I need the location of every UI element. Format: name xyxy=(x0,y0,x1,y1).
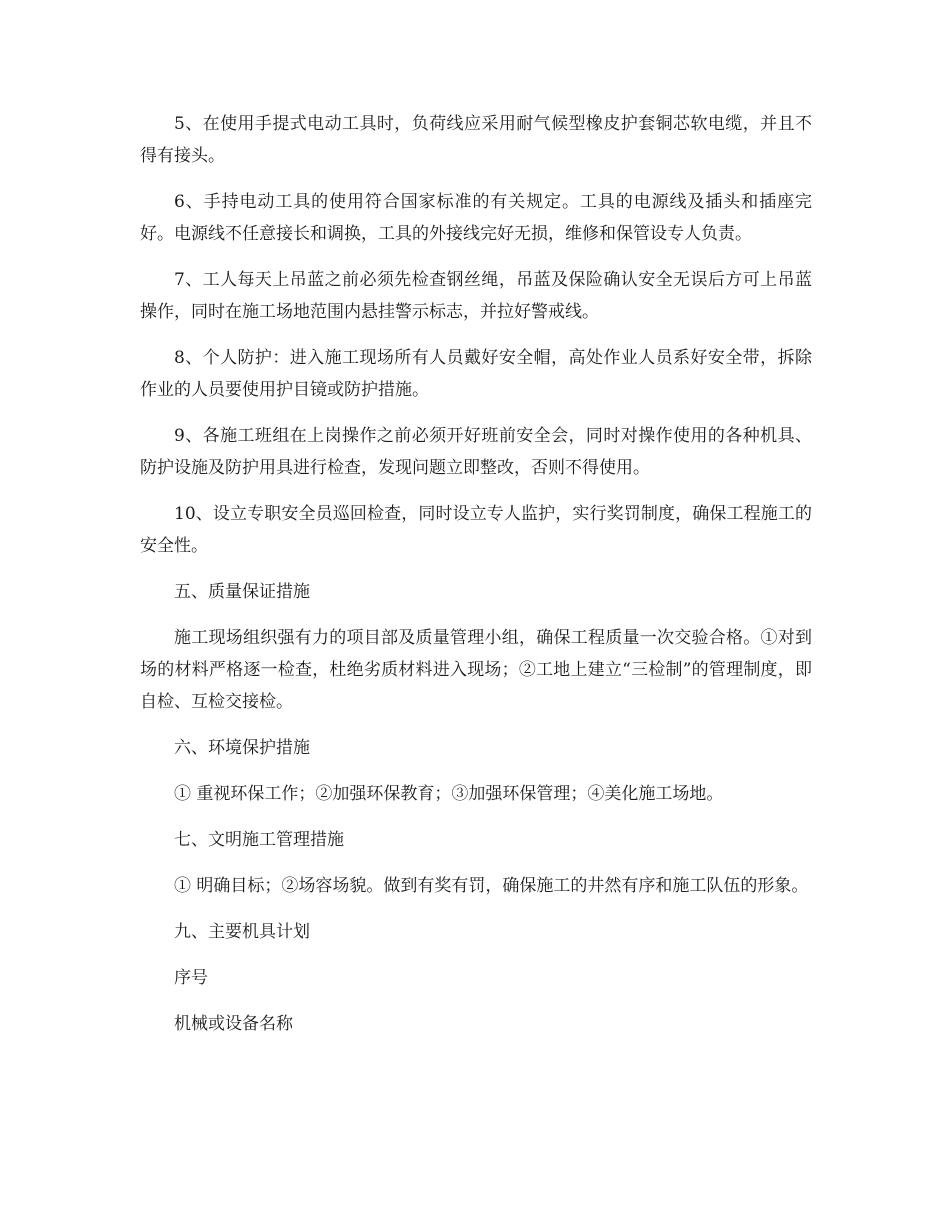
section-body-civilized: ① 明确目标；②场容场貌。做到有奖有罚，确保施工的井然有序和施工队伍的形象。 xyxy=(174,876,809,896)
paragraph-item-6: 6、手持电动工具的使用符合国家标准的有关规定。工具的电源线及插头和插座完好。电源线不任意接长和调换，工具的外接线完好无损，维修和保管设专人负责。 xyxy=(140,192,812,244)
paragraph-item-5: 5、在使用手提式电动工具时，负荷线应采用耐气候型橡皮护套铜芯软电缆，并且不得有接头。 xyxy=(140,114,812,166)
section-heading-civilized: 七、文明施工管理措施 xyxy=(174,830,344,850)
table-header-number: 序号 xyxy=(174,968,208,988)
document-page xyxy=(140,108,812,1054)
paragraph-item-8: 8、个人防护：进入施工现场所有人员戴好安全帽，高处作业人员系好安全带，拆除作业的人员要使用护目镜或防护措施。 xyxy=(140,348,812,400)
table-header-equipment-name: 机械或设备名称 xyxy=(174,1014,293,1034)
paragraph-item-7: 7、工人每天上吊蓝之前必须先检查钢丝绳，吊蓝及保险确认安全无误后方可上吊蓝操作，同时在施工场地范围内悬挂警示标志，并拉好警戒线。 xyxy=(140,270,812,322)
section-heading-quality: 五、质量保证措施 xyxy=(174,582,310,602)
section-body-environment: ① 重视环保工作；②加强环保教育；③加强环保管理；④美化施工场地。 xyxy=(174,784,724,804)
paragraph-item-9: 9、各施工班组在上岗操作之前必须开好班前安全会，同时对操作使用的各种机具、防护设施及防护用具进行检查，发现问题立即整改，否则不得使用。 xyxy=(140,426,812,478)
section-body-quality: 施工现场组织强有力的项目部及质量管理小组，确保工程质量一次交验合格。①对到场的材料严格逐一检查，杜绝劣质材料进入现场；②工地上建立“三检制”的管理制度，即自检、互检交接检。 xyxy=(140,628,812,712)
section-heading-environment: 六、环境保护措施 xyxy=(174,738,310,758)
section-heading-equipment: 九、主要机具计划 xyxy=(174,922,310,942)
paragraph-item-10: 10、设立专职安全员巡回检查，同时设立专人监护，实行奖罚制度，确保工程施工的安全性。 xyxy=(140,504,812,556)
